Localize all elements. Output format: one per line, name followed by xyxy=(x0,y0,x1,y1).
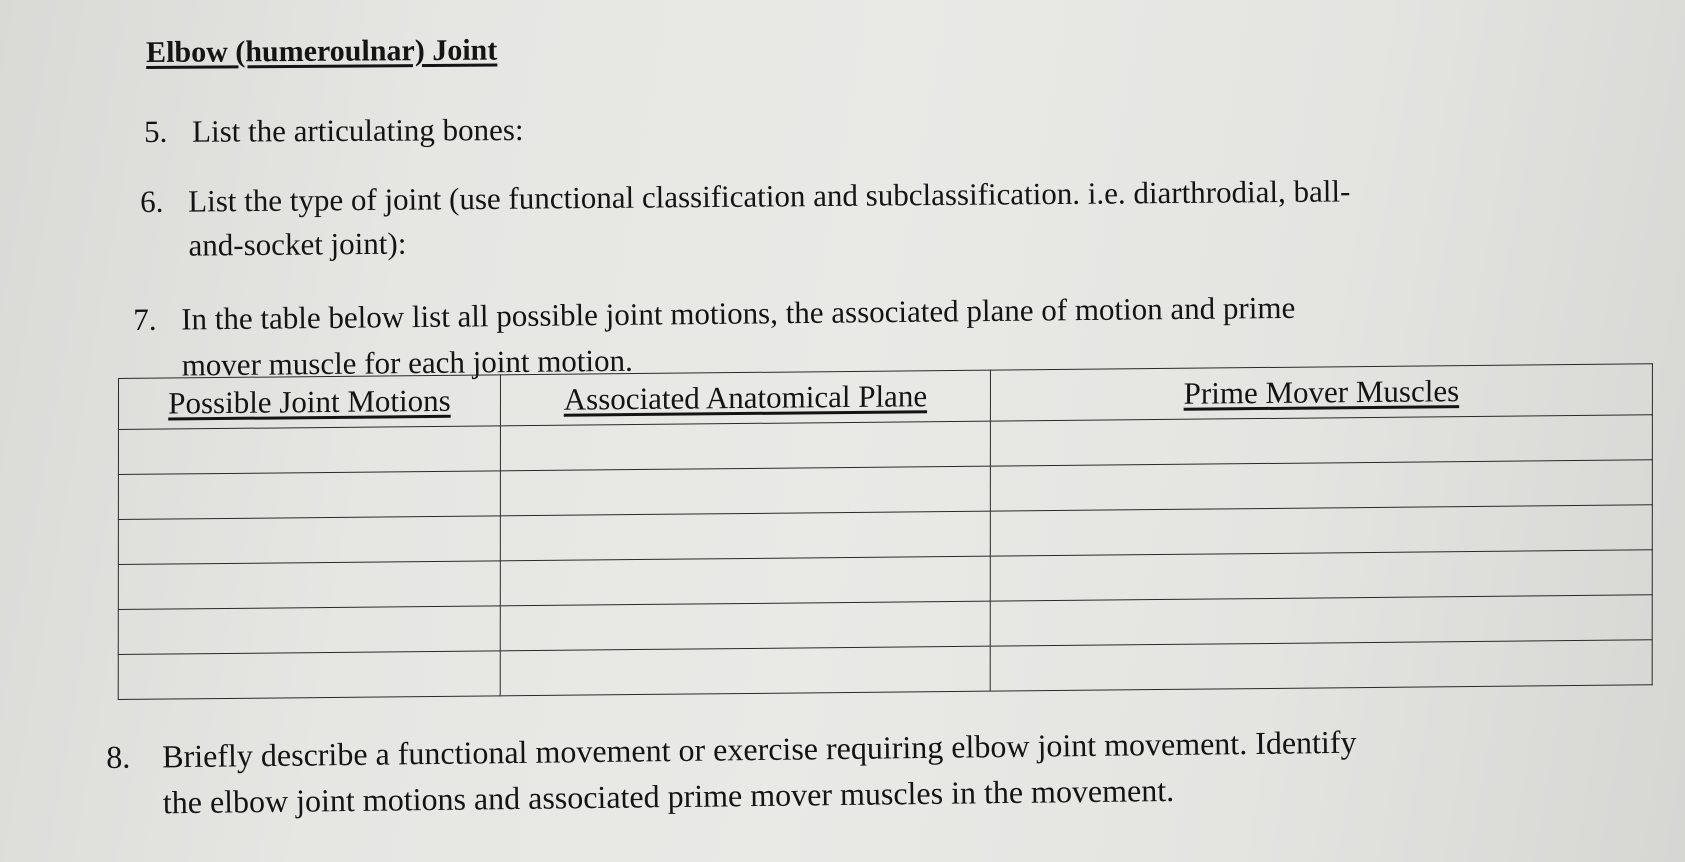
header-associated-anatomical-plane: Associated Anatomical Plane xyxy=(500,370,990,426)
table-cell[interactable] xyxy=(118,426,500,475)
question-number: 5. xyxy=(144,113,168,149)
question-text-continued: and-socket joint): xyxy=(188,225,407,263)
question-number: 6. xyxy=(140,183,164,219)
table-cell[interactable] xyxy=(118,561,500,610)
joint-motions-table xyxy=(118,363,1653,700)
page-title: Elbow (humeroulnar) Joint xyxy=(146,33,498,69)
table-cell[interactable] xyxy=(500,556,990,606)
question-6 xyxy=(140,169,1351,268)
question-text-continued: the elbow joint motions and associated prime mover muscles in the movement. xyxy=(162,771,1175,821)
table-cell[interactable] xyxy=(500,466,990,516)
question-text: List the articulating bones: xyxy=(192,112,524,149)
table-cell[interactable] xyxy=(118,516,500,565)
question-text-continued: mover muscle for each joint motion. xyxy=(181,342,633,383)
table-cell[interactable] xyxy=(990,595,1652,646)
question-number: 7. xyxy=(133,301,157,337)
table-cell[interactable] xyxy=(500,646,990,696)
table-cell[interactable] xyxy=(990,460,1652,511)
table-cell[interactable] xyxy=(500,601,990,651)
table-cell[interactable] xyxy=(500,511,990,561)
table-cell[interactable] xyxy=(990,640,1652,691)
question-8 xyxy=(106,719,1357,826)
table-cell[interactable] xyxy=(118,471,500,520)
table-cell[interactable] xyxy=(118,606,500,655)
table-cell[interactable] xyxy=(990,505,1652,556)
table-cell[interactable] xyxy=(500,421,990,471)
question-5 xyxy=(144,108,524,154)
table-cell[interactable] xyxy=(118,651,500,700)
question-text: Briefly describe a functional movement or exercise requiring elbow joint movement. Identify xyxy=(162,723,1357,775)
header-possible-joint-motions: Possible Joint Motions xyxy=(118,375,500,430)
table-cell[interactable] xyxy=(990,550,1652,601)
header-prime-mover-muscles: Prime Mover Muscles xyxy=(990,364,1652,421)
question-text: List the type of joint (use functional classification and subclassification. i.e. diarthrodial, ball- xyxy=(188,173,1351,219)
joint-motions-table-container xyxy=(118,363,1652,696)
question-number: 8. xyxy=(106,738,131,775)
table-cell[interactable] xyxy=(990,415,1652,466)
question-text: In the table below list all possible joint motions, the associated plane of motion and prime xyxy=(181,289,1296,337)
